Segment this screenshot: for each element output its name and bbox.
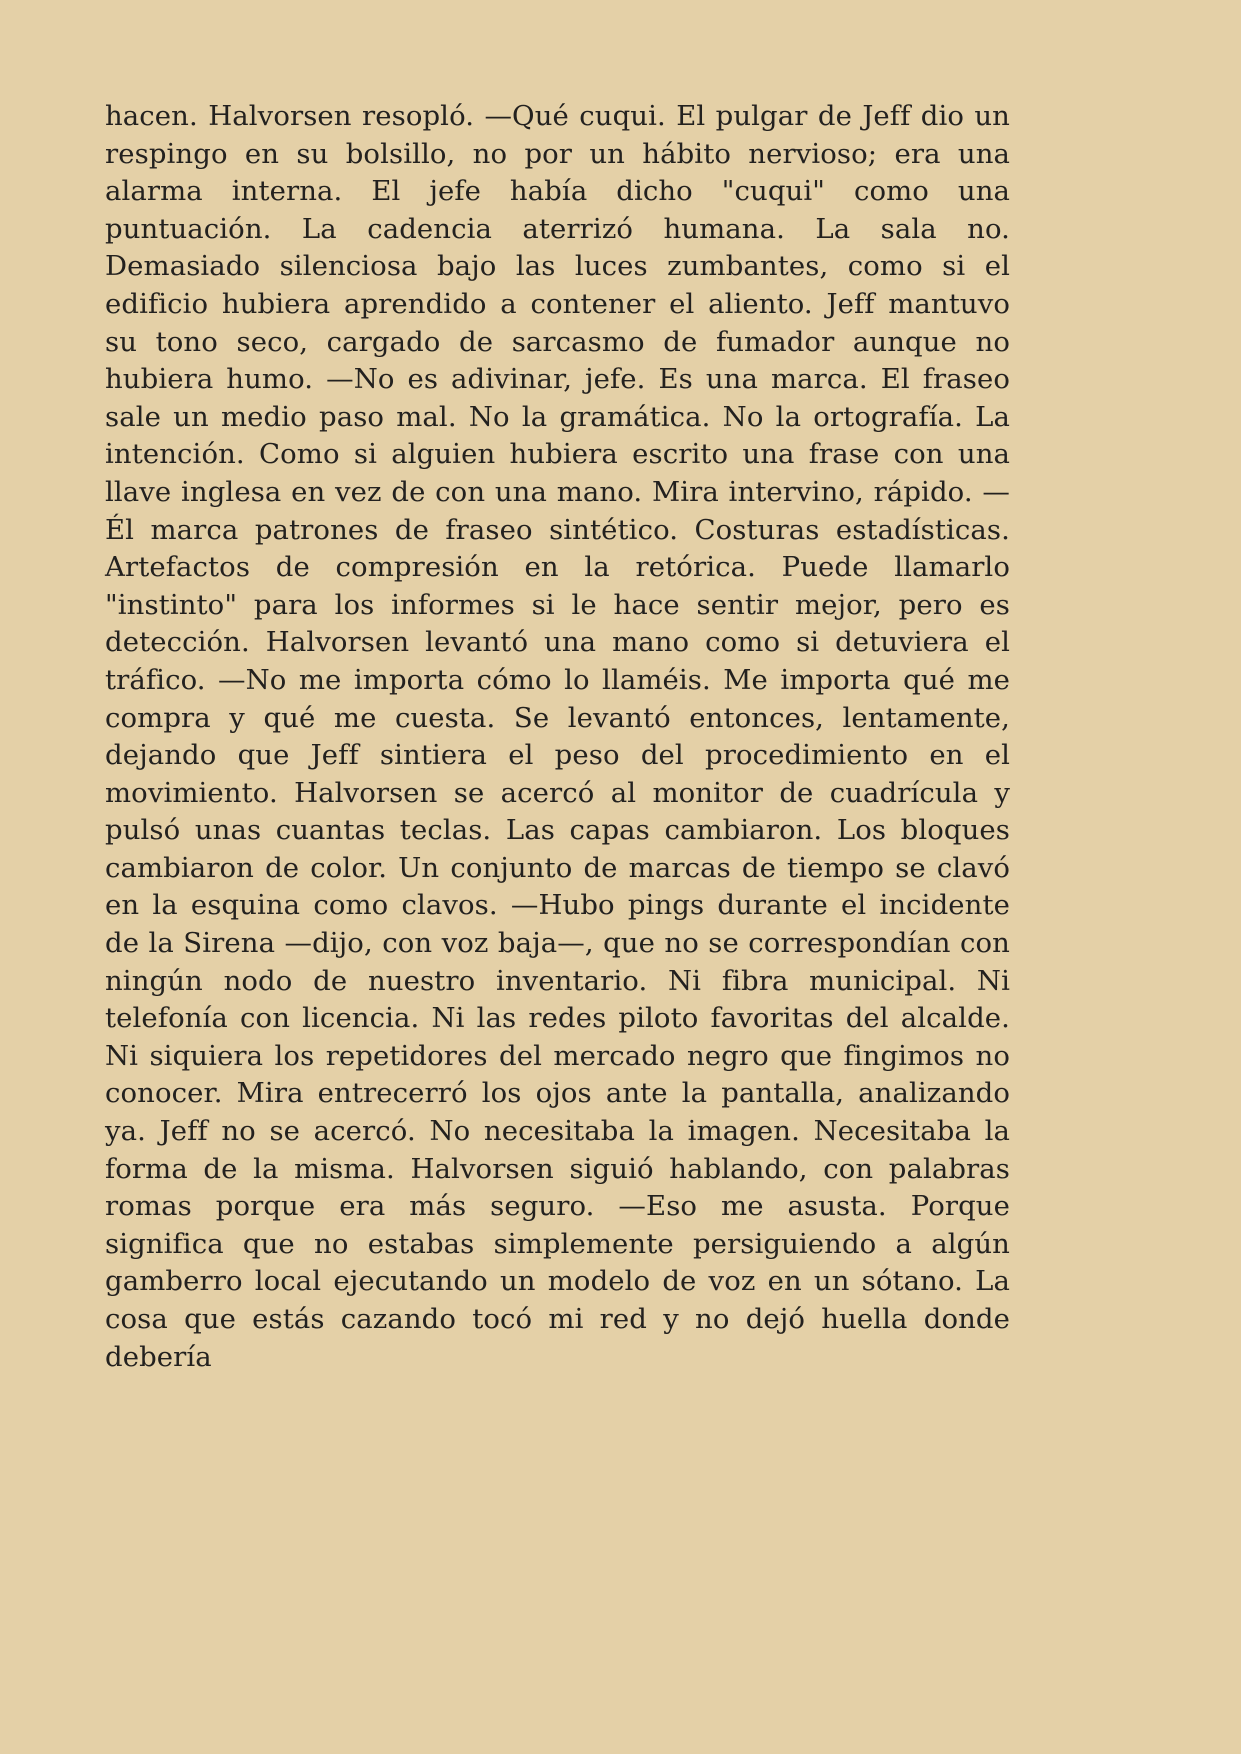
text-column [105,98,1010,1414]
body-paragraph: hacen. Halvorsen resopló. —Qué cuqui. El pulgar de Jeff dio un respingo en su bolsillo, no por un hábito nervioso; era una alarma interna. El jefe había dicho "cuqui" como una puntuación. La cadencia aterrizó humana. La sala no. Demasiado silenciosa bajo las luces zumbantes, como si el edificio hubiera aprendido a contener el aliento. Jeff mantuvo su tono seco, cargado de sarcasmo de fumador aunque no hubiera humo. —No es adivinar, jefe. Es una marca. El fraseo sale un medio paso mal. No la gramática. No la ortografía. La intención. Como si alguien hubiera escrito una frase con una llave inglesa en vez de con una mano. Mira intervino, rápido. —Él marca patrones de fraseo sintético. Costuras estadísticas. Artefactos de compresión en la retórica. Puede llamarlo "instinto" para los informes si le hace sentir mejor, pero es detección. Halvorsen levantó una mano como si detuviera el tráfico. —No me importa cómo lo llaméis. Me importa qué me compra y qué me cuesta. Se levantó entonces, lentamente, dejando que Jeff sintiera el peso del procedimiento en el movimiento. Halvorsen se acercó al monitor de cuadrícula y pulsó unas cuantas teclas. Las capas cambiaron. Los bloques cambiaron de color. Un conjunto de marcas de tiempo se clavó en la esquina como clavos. —Hubo pings durante el incidente de la Sirena —dijo, con voz baja—, que no se correspondían con ningún nodo de nuestro inventario. Ni fibra municipal. Ni telefonía con licencia. Ni las redes piloto favoritas del alcalde. Ni siquiera los repetidores del mercado negro que fingimos no conocer. Mira entrecerró los ojos ante la pantalla, analizando ya. Jeff no se acercó. No necesitaba la imagen. Necesitaba la forma de la misma. Halvorsen siguió hablando, con palabras romas porque era más seguro. —Eso me asusta. Porque significa que no estabas simplemente persiguiendo a algún gamberro local ejecutando un modelo de voz en un sótano. La cosa que estás cazando tocó mi red y no dejó huella donde debería [105,100,1010,1373]
